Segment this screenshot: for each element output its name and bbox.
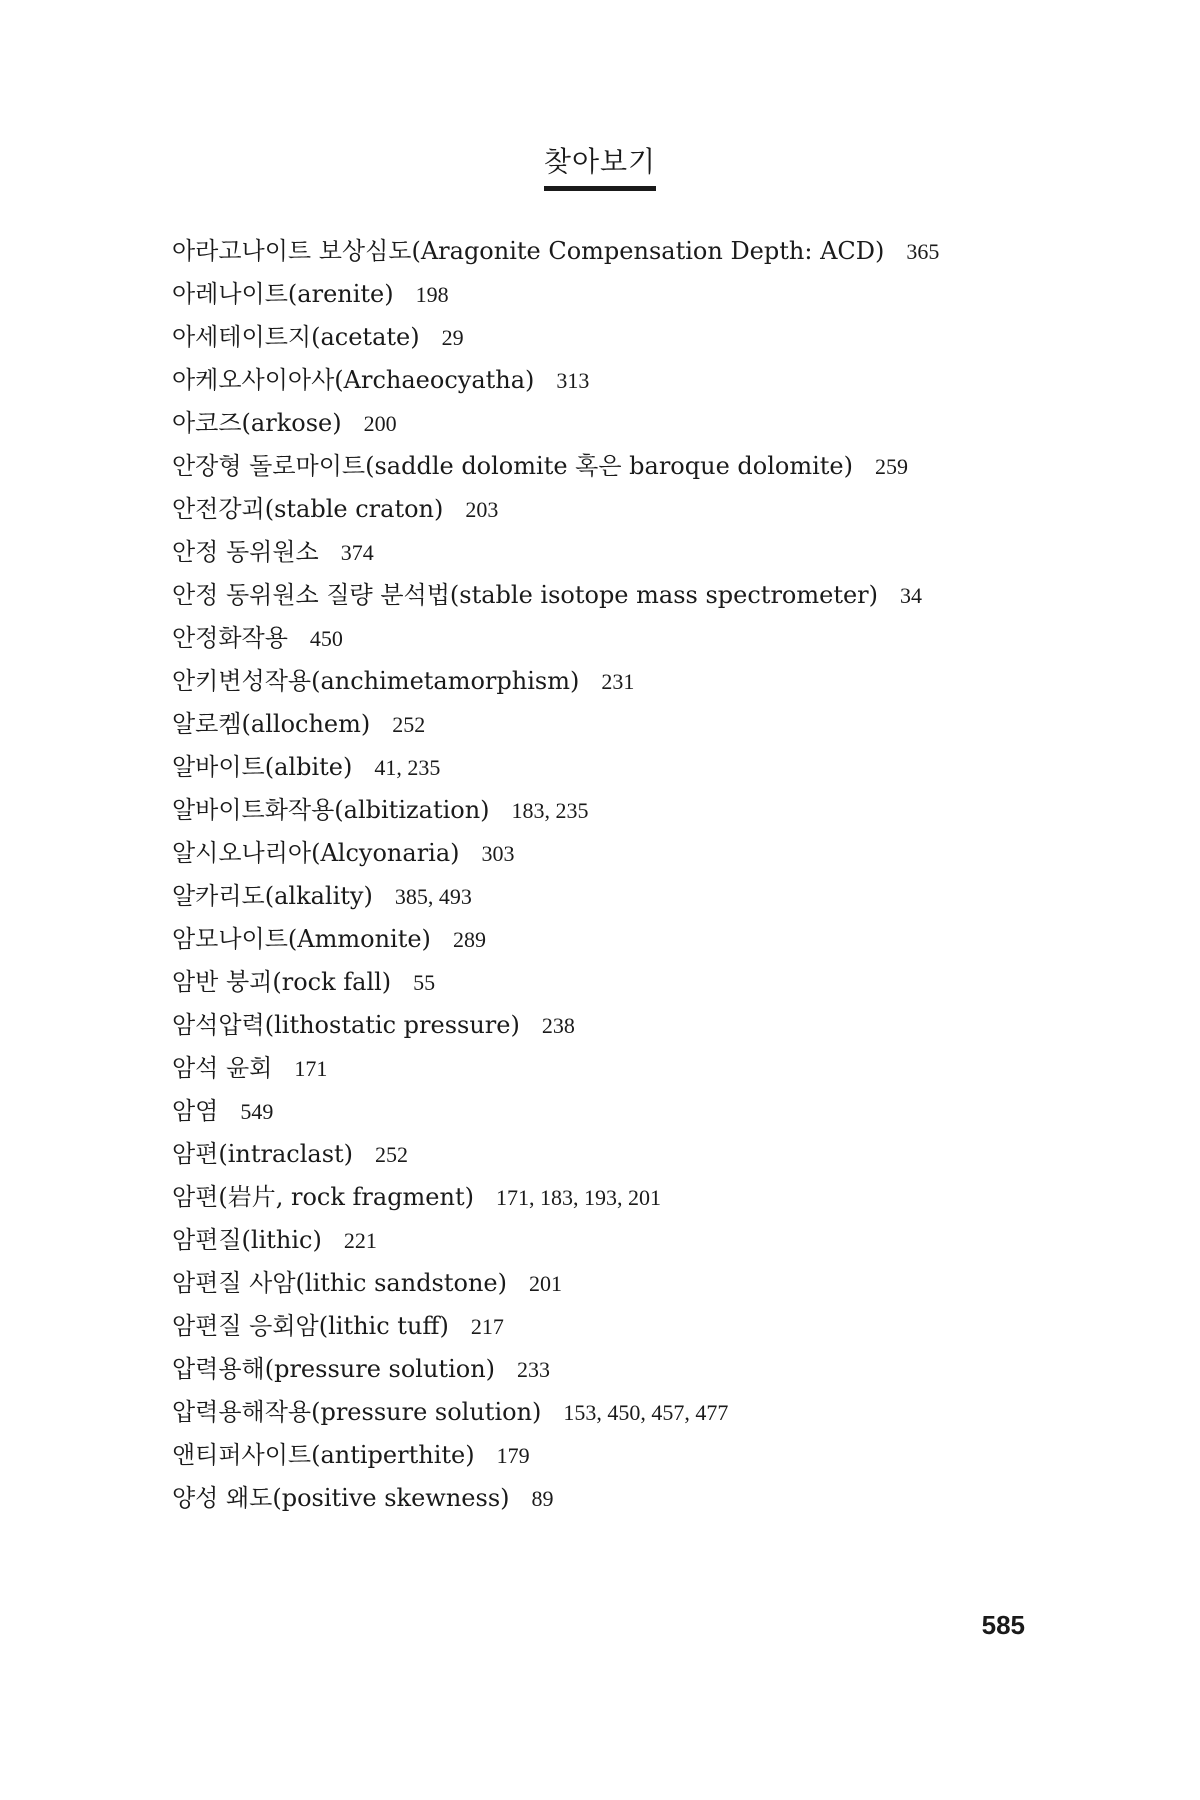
index-entry-pages: 198 xyxy=(415,282,449,307)
index-entry xyxy=(172,789,1072,832)
index-entry xyxy=(172,402,1072,445)
index-entry-term: 아레나이트(arenite) xyxy=(172,280,394,308)
index-entry-pages: 385, 493 xyxy=(394,884,472,909)
index-entry xyxy=(172,746,1072,789)
index-entry-term: 아세테이트지(acetate) xyxy=(172,323,420,351)
index-entry-term: 아케오사이아사(Archaeocyatha) xyxy=(172,366,535,394)
index-entry xyxy=(172,703,1072,746)
index-entry-pages: 233 xyxy=(517,1357,551,1382)
index-entry-pages: 153, 450, 457, 477 xyxy=(563,1400,729,1425)
index-entry-pages: 231 xyxy=(601,669,635,694)
index-entry xyxy=(172,1133,1072,1176)
index-entry-term: 안장형 돌로마이트(saddle dolomite 혹은 baroque dolomite) xyxy=(172,452,853,480)
index-entry xyxy=(172,1434,1072,1477)
page-title: 찾아보기 xyxy=(544,140,656,191)
index-entry-pages: 303 xyxy=(481,841,515,866)
index-entry xyxy=(172,1219,1072,1262)
index-entry-pages: 217 xyxy=(470,1314,504,1339)
index-entry xyxy=(172,445,1072,488)
index-entry xyxy=(172,660,1072,703)
header xyxy=(0,140,1200,191)
index-entry-term: 암편(intraclast) xyxy=(172,1140,354,1168)
index-entry-pages: 313 xyxy=(556,368,590,393)
index-entry-term: 알시오나리아(Alcyonaria) xyxy=(172,839,460,867)
index-entry xyxy=(172,832,1072,875)
index-entry-pages: 171 xyxy=(294,1056,328,1081)
index-entry-term: 안정 동위원소 xyxy=(172,538,319,566)
index-entry xyxy=(172,230,1072,273)
index-entry xyxy=(172,316,1072,359)
index-entry-pages: 289 xyxy=(452,927,486,952)
index-entry xyxy=(172,1391,1072,1434)
index-entry-term: 암석 윤회 xyxy=(172,1054,273,1082)
index-entry xyxy=(172,617,1072,660)
index-entry xyxy=(172,1176,1072,1219)
index-entry-list xyxy=(172,230,1072,1520)
index-entry xyxy=(172,273,1072,316)
index-entry-term: 암편질 응회암(lithic tuff) xyxy=(172,1312,449,1340)
index-entry xyxy=(172,1348,1072,1391)
index-entry-term: 안키변성작용(anchimetamorphism) xyxy=(172,667,580,695)
index-entry-pages: 259 xyxy=(875,454,908,479)
index-entry-term: 압력용해작용(pressure solution) xyxy=(172,1398,542,1426)
index-entry-term: 암모나이트(Ammonite) xyxy=(172,925,431,953)
index-entry-term: 암염 xyxy=(172,1097,219,1125)
index-entry-pages: 55 xyxy=(413,970,436,995)
index-entry-term: 알바이트(albite) xyxy=(172,753,353,781)
index-entry xyxy=(172,1262,1072,1305)
index-entry xyxy=(172,1090,1072,1133)
index-entry xyxy=(172,1047,1072,1090)
index-entry-pages: 221 xyxy=(343,1228,377,1253)
index-entry xyxy=(172,918,1072,961)
index-entry-term: 아코즈(arkose) xyxy=(172,409,342,437)
index-entry-term: 암반 붕괴(rock fall) xyxy=(172,968,392,996)
index-entry-pages: 34 xyxy=(900,583,923,608)
index-entry-pages: 252 xyxy=(375,1142,409,1167)
index-entry-term: 알로켐(allochem) xyxy=(172,710,371,738)
index-entry xyxy=(172,574,1072,617)
index-entry-term: 앤티퍼사이트(antiperthite) xyxy=(172,1441,475,1469)
index-entry-term: 양성 왜도(positive skewness) xyxy=(172,1484,510,1512)
index-entry-pages: 183, 235 xyxy=(511,798,589,823)
index-entry-pages: 41, 235 xyxy=(374,755,441,780)
index-entry xyxy=(172,1477,1072,1520)
index-entry-term: 압력용해(pressure solution) xyxy=(172,1355,496,1383)
index-entry-pages: 89 xyxy=(531,1486,554,1511)
index-entry xyxy=(172,875,1072,918)
index-entry-pages: 201 xyxy=(529,1271,562,1296)
index-entry-pages: 374 xyxy=(340,540,374,565)
index-entry-term: 암석압력(lithostatic pressure) xyxy=(172,1011,520,1039)
index-entry-pages: 549 xyxy=(240,1099,274,1124)
index-entry xyxy=(172,488,1072,531)
index-entry-term: 안정화작용 xyxy=(172,624,288,652)
index-entry xyxy=(172,1004,1072,1047)
index-entry-pages: 200 xyxy=(363,411,397,436)
index-entry-term: 알카리도(alkality) xyxy=(172,882,373,910)
index-entry-term: 안전강괴(stable craton) xyxy=(172,495,444,523)
index-entry xyxy=(172,359,1072,402)
index-entry-pages: 365 xyxy=(906,239,940,264)
index-entry-term: 안정 동위원소 질량 분석법(stable isotope mass spectrometer) xyxy=(172,581,879,609)
index-entry-pages: 252 xyxy=(392,712,426,737)
index-entry-pages: 238 xyxy=(541,1013,575,1038)
index-entry-term: 알바이트화작용(albitization) xyxy=(172,796,490,824)
index-entry-pages: 179 xyxy=(496,1443,530,1468)
index-entry-term: 암편(岩片, rock fragment) xyxy=(172,1183,474,1211)
index-entry-pages: 203 xyxy=(465,497,499,522)
index-entry xyxy=(172,1305,1072,1348)
index-entry xyxy=(172,961,1072,1004)
index-entry-pages: 450 xyxy=(309,626,343,651)
index-entry-term: 암편질(lithic) xyxy=(172,1226,322,1254)
index-entry-pages: 171, 183, 193, 201 xyxy=(495,1185,661,1210)
index-entry-pages: 29 xyxy=(441,325,464,350)
index-entry-term: 아라고나이트 보상심도(Aragonite Compensation Depth: ACD) xyxy=(172,237,885,265)
page-number: 585 xyxy=(981,1610,1025,1640)
index-entry-term: 암편질 사암(lithic sandstone) xyxy=(172,1269,507,1297)
index-entry xyxy=(172,531,1072,574)
